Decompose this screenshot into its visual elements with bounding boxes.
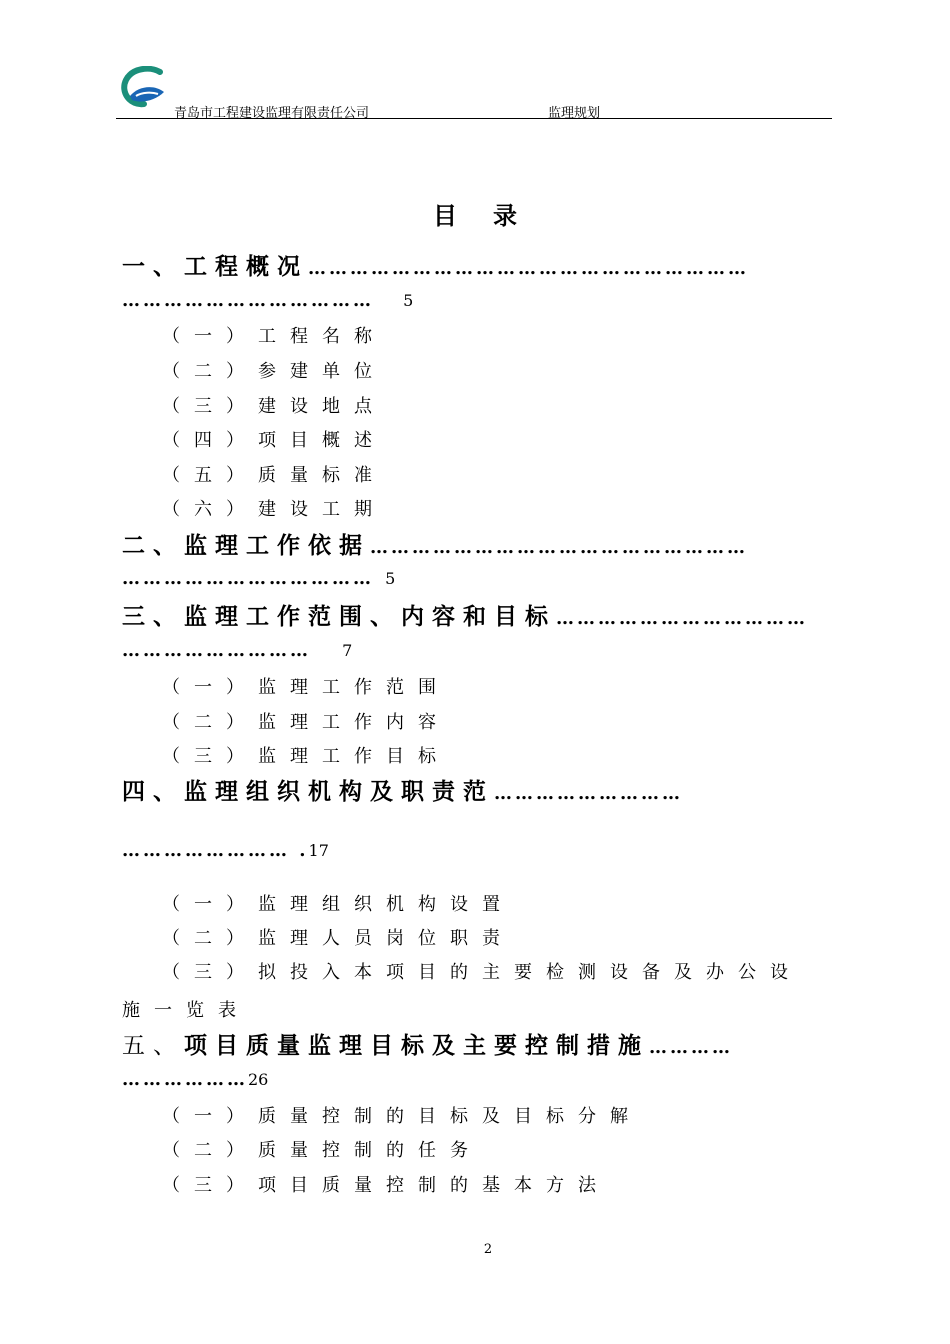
toc-subitem[interactable]: （三）建设地点 <box>162 396 386 417</box>
header-divider <box>116 118 832 119</box>
toc-section-5[interactable] <box>122 1027 733 1060</box>
toc-leader: ……………………………………………………… <box>308 258 749 279</box>
page-header <box>116 66 832 120</box>
company-name: 青岛市工程建设监理有限责任公司 <box>174 106 370 121</box>
toc-heading: 一、工程概况 <box>122 253 308 280</box>
toc-leader: ……………………………………………… <box>370 537 748 558</box>
toc-subitem[interactable]: （一）工程名称 <box>162 326 386 347</box>
toc-subitem[interactable]: （三）拟投入本项目的主要检测设备及办公设 <box>162 962 802 983</box>
toc-leader: ……………… <box>122 1069 248 1090</box>
toc-subitem[interactable]: （二）监理人员岗位职责 <box>162 928 514 949</box>
toc-leader: ……………………………… <box>556 608 808 629</box>
toc-page-number: 5 <box>403 291 414 310</box>
toc-page-number: 7 <box>342 641 353 660</box>
toc-subitem[interactable]: （二）质量控制的任务 <box>162 1140 482 1161</box>
toc-subitem[interactable]: （五）质量标准 <box>162 465 386 486</box>
toc-subitem-cont: 施一览表 <box>122 1000 250 1021</box>
toc-section-2-cont <box>122 568 395 589</box>
toc-section-3-cont <box>122 640 352 661</box>
toc-subitem[interactable]: （二）监理工作内容 <box>162 712 450 733</box>
document-type: 监理规划 <box>548 106 601 121</box>
toc-section-3[interactable] <box>122 598 808 631</box>
toc-heading-prefix: 五、 <box>122 1033 184 1059</box>
toc-section-2[interactable] <box>122 527 748 560</box>
toc-leader: …………………… . <box>122 840 309 861</box>
toc-subitem[interactable]: （三）监理工作目标 <box>162 746 450 767</box>
toc-heading: 四、监理组织机构及职责范 <box>122 778 494 805</box>
company-logo-icon <box>120 66 168 110</box>
toc-section-4[interactable] <box>122 773 683 806</box>
toc-leader: ……………………… <box>494 783 683 804</box>
toc-subitem[interactable]: （六）建设工期 <box>162 499 386 520</box>
toc-section-5-cont <box>122 1069 268 1090</box>
toc-heading: 二、监理工作依据 <box>122 532 370 559</box>
toc-heading: 三、监理工作范围、内容和目标 <box>122 603 556 630</box>
toc-subitem[interactable]: （一）监理组织机构设置 <box>162 894 514 915</box>
toc-section-1-cont <box>122 290 413 311</box>
toc-leader: ……………………… <box>122 640 311 661</box>
toc-page-number: 5 <box>385 569 396 588</box>
toc-leader: ………… <box>649 1037 733 1058</box>
toc-page-number: 17 <box>308 841 329 860</box>
toc-subitem[interactable]: （四）项目概述 <box>162 430 386 451</box>
toc-leader: ……………………………… <box>122 290 374 311</box>
toc-subitem[interactable]: （一）质量控制的目标及目标分解 <box>162 1106 642 1127</box>
toc-subitem[interactable]: （三）项目质量控制的基本方法 <box>162 1175 610 1196</box>
toc-leader: ……………………………… <box>122 568 374 589</box>
page-number: 2 <box>483 1242 493 1257</box>
toc-heading: 项目质量监理目标及主要控制措施 <box>184 1032 649 1059</box>
toc-subitem[interactable]: （一）监理工作范围 <box>162 677 450 698</box>
toc-subitem[interactable]: （二）参建单位 <box>162 361 386 382</box>
toc-page-number: 26 <box>248 1070 269 1089</box>
toc-title: 目录 <box>433 201 553 230</box>
toc-section-1[interactable] <box>122 248 749 281</box>
toc-section-4-cont <box>122 840 329 861</box>
